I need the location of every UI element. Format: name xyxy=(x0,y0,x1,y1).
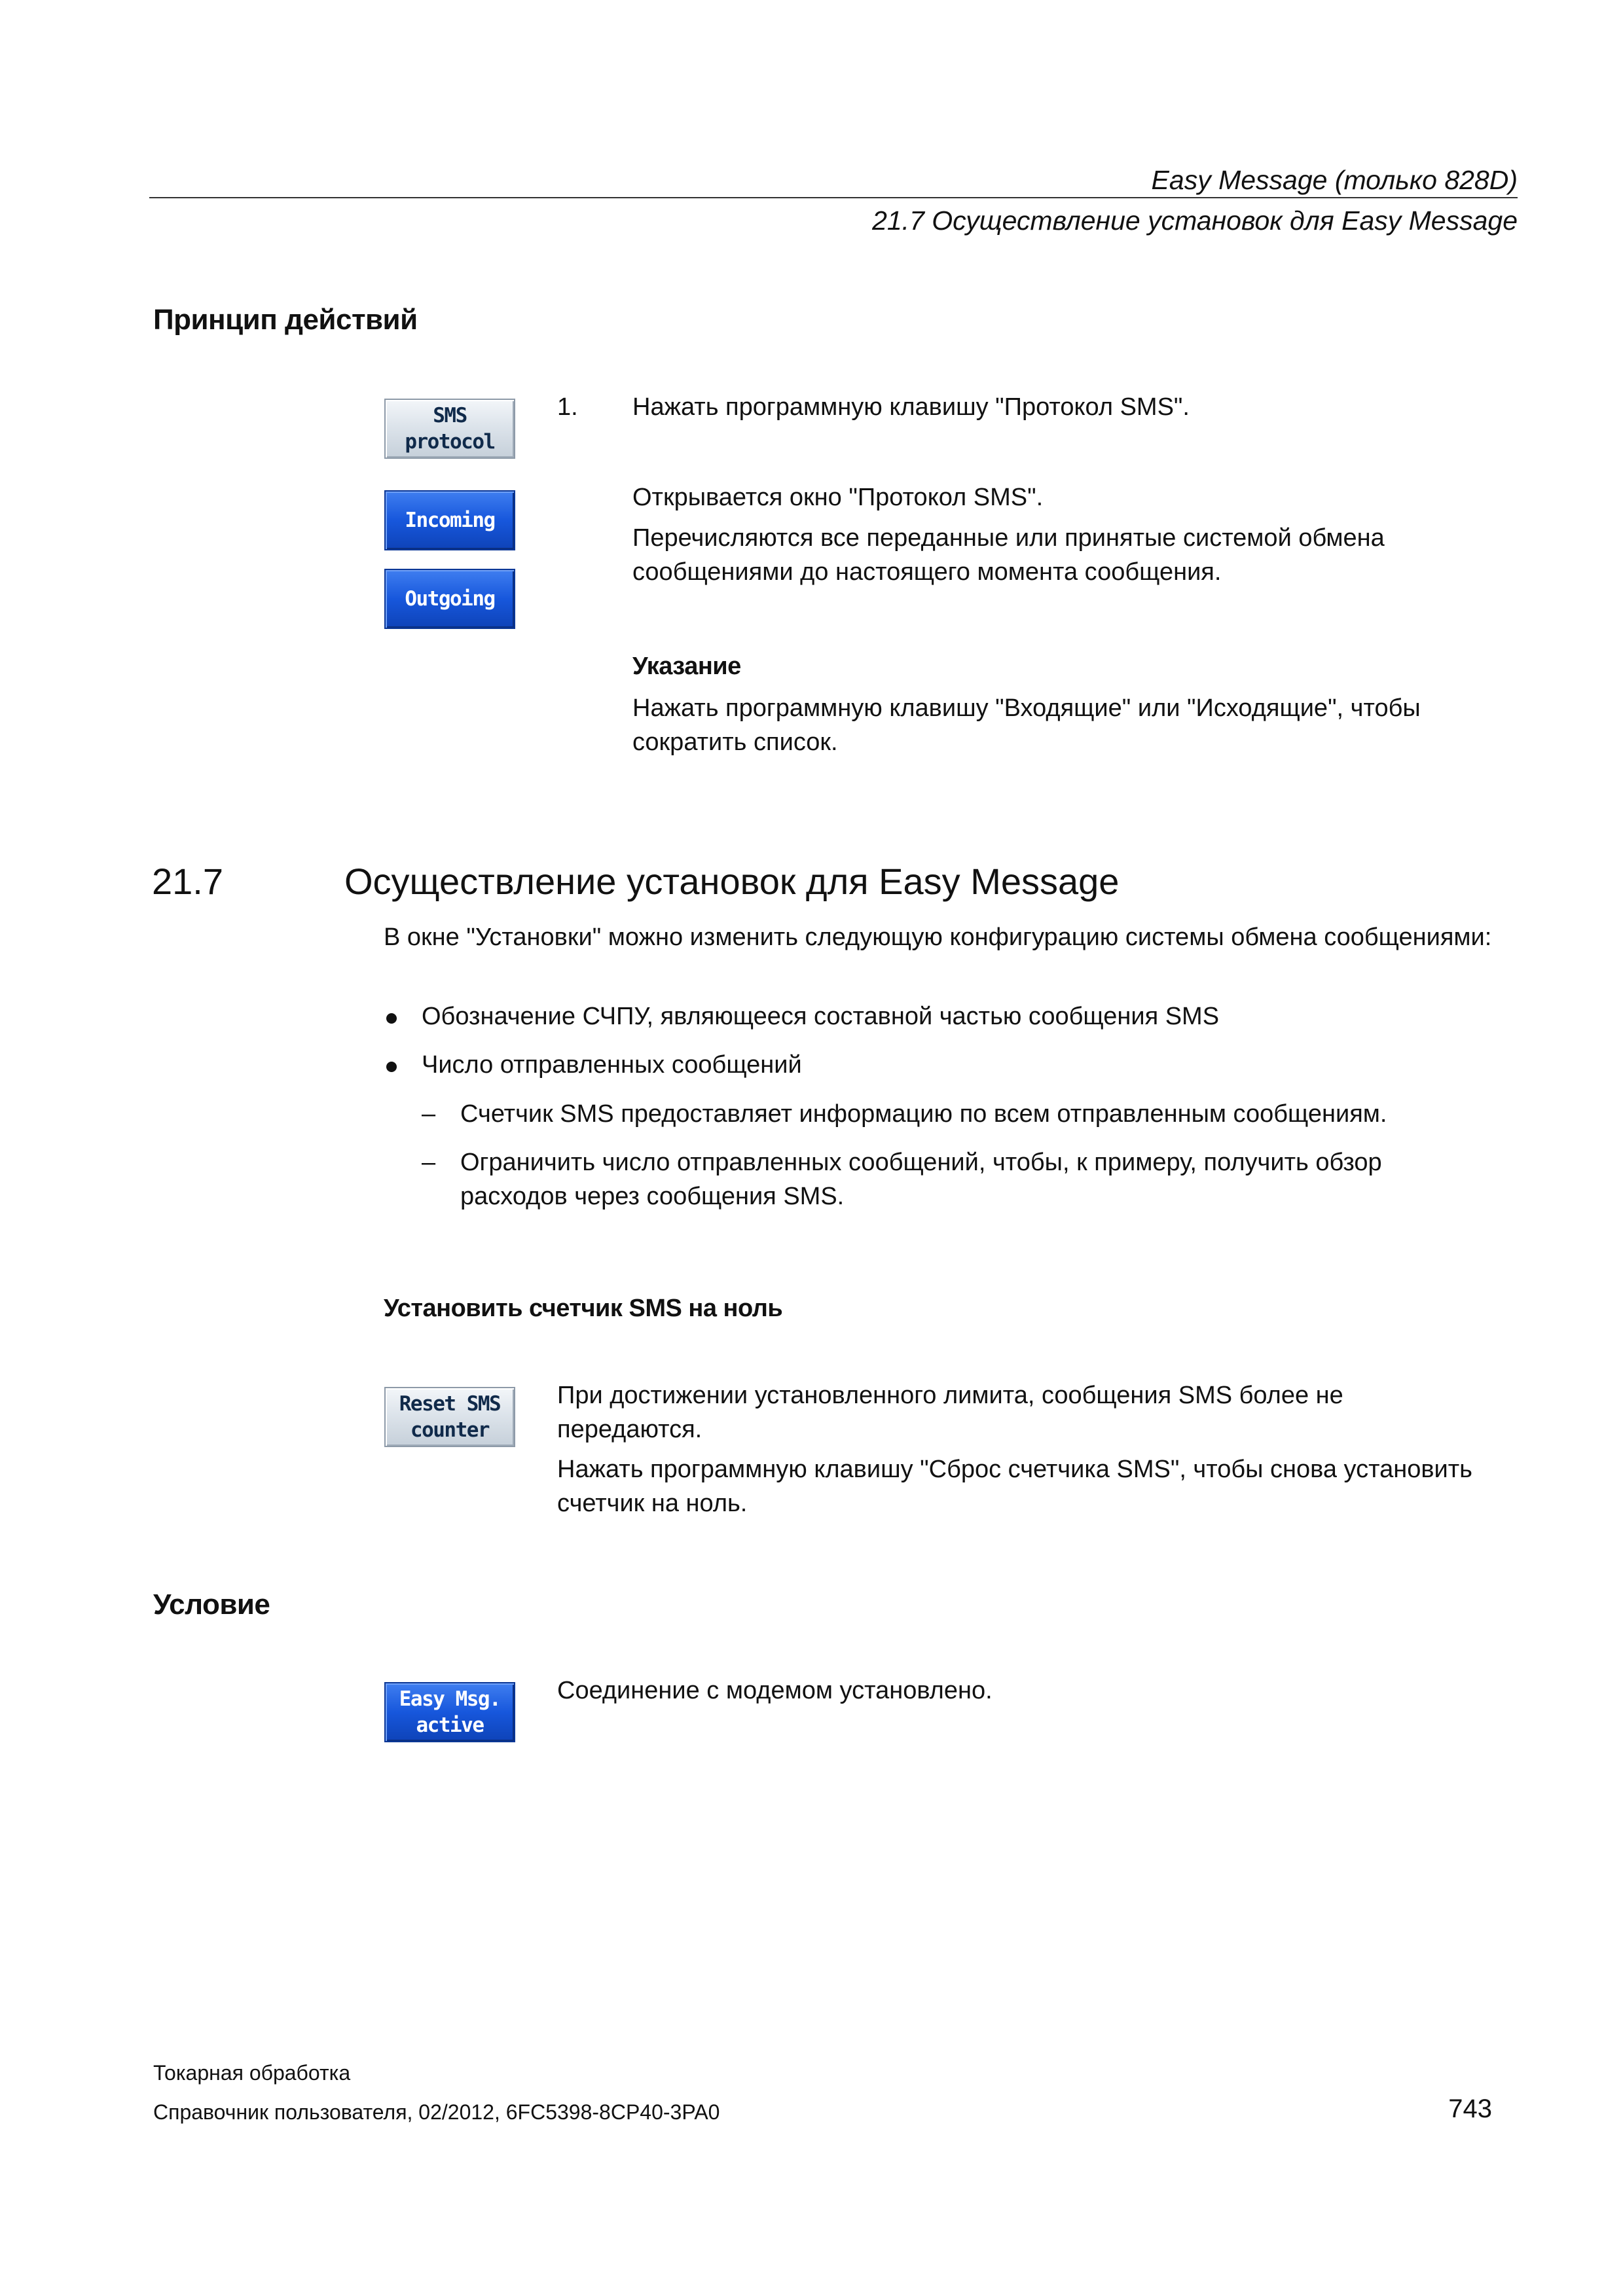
reset-text-2: Нажать программную клавишу "Сброс счетчика SMS", чтобы снова установить счетчик на ноль. xyxy=(557,1456,1472,1517)
section-intro: В окне "Установки" можно изменить следующую конфигурацию системы обмена сообщениями: xyxy=(384,924,1492,951)
incoming-softkey[interactable] xyxy=(384,490,515,550)
step-result-1: Открывается окно "Протокол SMS". xyxy=(632,484,1044,511)
softkey-label-line: Incoming xyxy=(405,509,495,532)
reset-text-1: При достижении установленного лимита, сообщения SMS более не передаются. xyxy=(557,1382,1343,1443)
softkey-label-line: SMS xyxy=(433,404,467,427)
easy-msg-active-softkey[interactable] xyxy=(384,1682,515,1742)
step-result-2: Перечисляются все переданные или принятые системой обмена сообщениями до настоящего момента сообщения. xyxy=(632,524,1385,586)
footer-product: Токарная обработка xyxy=(153,2061,351,2085)
dash-marker: – xyxy=(422,1100,436,1128)
bullet-item: Обозначение СЧПУ, являющееся составной частью сообщения SMS xyxy=(422,1003,1220,1030)
step-text: Нажать программную клавишу "Протокол SMS". xyxy=(632,393,1190,421)
outgoing-softkey[interactable] xyxy=(384,569,515,629)
reset-counter-heading: Установить счетчик SMS на ноль xyxy=(384,1295,783,1322)
softkey-label-line: protocol xyxy=(405,430,495,454)
bullet-item: Число отправленных сообщений xyxy=(422,1051,802,1079)
footer-manual-info: Справочник пользователя, 02/2012, 6FC5398-8CP40-3PA0 xyxy=(153,2100,720,2124)
page-number: 743 xyxy=(1448,2094,1492,2123)
condition-text: Соединение с модемом установлено. xyxy=(557,1677,993,1704)
note-heading: Указание xyxy=(632,653,741,680)
note-text: Нажать программную клавишу "Входящие" или "Исходящие", чтобы сократить список. xyxy=(632,694,1421,756)
section-number: 21.7 xyxy=(152,861,223,902)
section-title: Осуществление установок для Easy Message xyxy=(344,861,1120,902)
dash-marker: – xyxy=(422,1149,436,1176)
sms-protocol-softkey[interactable] xyxy=(384,399,515,459)
step-number: 1. xyxy=(557,393,578,421)
condition-heading: Условие xyxy=(153,1588,270,1621)
softkey-label-line: Easy Msg. xyxy=(399,1687,501,1711)
header-rule xyxy=(149,197,1518,198)
dash-item: Счетчик SMS предоставляет информацию по всем отправленным сообщениям. xyxy=(460,1100,1387,1128)
softkey-label-line: Reset SMS xyxy=(399,1392,501,1416)
bullet-marker xyxy=(386,1013,397,1024)
softkey-label-line: counter xyxy=(410,1418,490,1442)
running-header-section: 21.7 Осуществление установок для Easy Message xyxy=(872,206,1518,236)
softkey-label-line: active xyxy=(416,1713,484,1737)
principle-heading: Принцип действий xyxy=(153,304,418,336)
bullet-marker xyxy=(386,1062,397,1072)
dash-item: Ограничить число отправленных сообщений, чтобы, к примеру, получить обзор расходов через сообщения SMS. xyxy=(460,1149,1382,1210)
reset-sms-counter-softkey[interactable] xyxy=(384,1387,515,1447)
running-header-chapter: Easy Message (только 828D) xyxy=(1151,165,1518,195)
softkey-label-line: Outgoing xyxy=(405,587,495,611)
